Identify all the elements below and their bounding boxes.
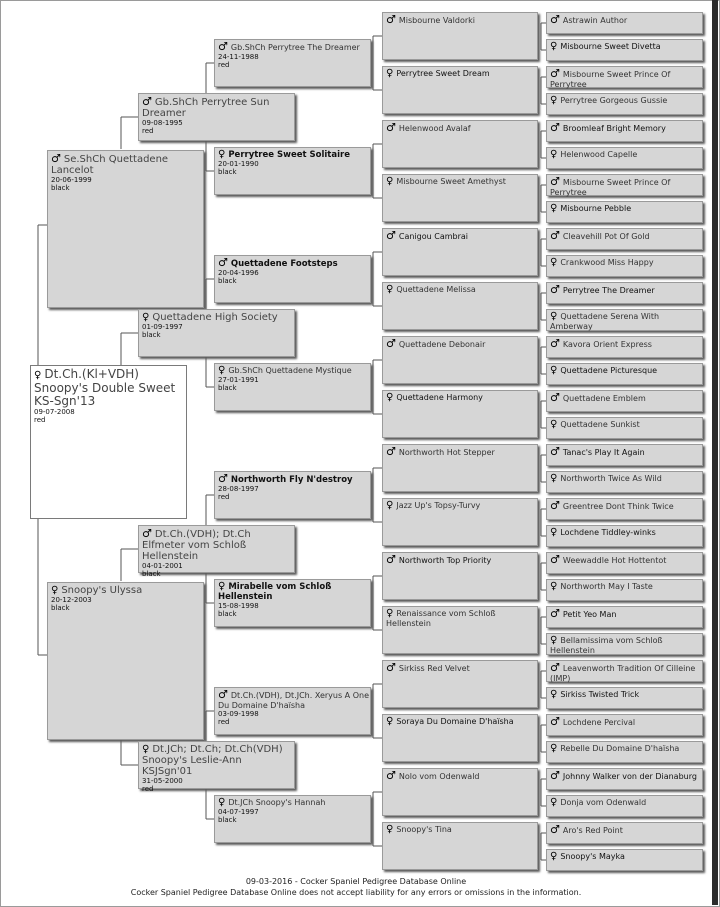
footer-date-line: 09-03-2016 - Cocker Spaniel Pedigree Database Online <box>245 877 467 886</box>
ancestor-card[interactable] <box>546 390 703 412</box>
dog-name[interactable] <box>547 121 702 134</box>
dog-name-text: Jazz Up's Topsy-Turvy <box>396 501 481 510</box>
coat-color: red <box>218 60 230 69</box>
male-sex-icon: ♂ <box>550 823 560 836</box>
female-sex-icon: ♀ <box>550 365 558 376</box>
female-sex-icon: ♀ <box>550 203 558 214</box>
dog-name-text: Quettadene Debonair <box>398 340 486 349</box>
dog-name[interactable] <box>383 391 537 403</box>
dog-name-text: Northworth Twice As Wild <box>560 474 662 483</box>
ancestor-card[interactable] <box>546 12 703 34</box>
dog-name-text: Northworth May I Taste <box>560 582 653 591</box>
dog-name[interactable] <box>215 580 370 602</box>
ancestor-card[interactable] <box>382 336 538 384</box>
ancestor-card[interactable] <box>47 582 204 740</box>
dog-name-text: Quettadene Sunkist <box>560 420 640 429</box>
dog-name[interactable] <box>547 472 702 484</box>
coat-color: red <box>142 785 154 793</box>
female-sex-icon: ♀ <box>218 149 226 160</box>
male-sex-icon: ♂ <box>218 688 228 701</box>
ancestor-card[interactable] <box>546 147 703 169</box>
dog-name-text: Snoopy's Tina <box>396 825 452 834</box>
ancestor-card[interactable] <box>382 66 538 114</box>
date-of-birth: 15-08-1998 <box>218 602 259 610</box>
male-sex-icon: ♂ <box>550 283 560 296</box>
female-sex-icon: ♀ <box>550 95 558 106</box>
dog-name[interactable] <box>383 229 537 242</box>
ancestor-card[interactable] <box>546 714 703 736</box>
dog-name[interactable] <box>547 148 702 160</box>
dog-name-text: Dt.JCh Snoopy's Hannah <box>228 798 326 807</box>
male-sex-icon: ♂ <box>218 256 228 269</box>
dog-name[interactable] <box>383 67 537 79</box>
dog-name-text: Perrytree The Dreamer <box>562 286 655 295</box>
dog-name[interactable] <box>383 121 537 134</box>
dog-name-text: Cleavehill Pot Of Gold <box>562 232 650 241</box>
female-sex-icon: ♀ <box>386 284 394 295</box>
dog-name-text: Rebelle Du Domaine D'haïsha <box>560 744 680 753</box>
female-sex-icon: ♀ <box>550 527 558 538</box>
dog-name[interactable] <box>383 445 537 458</box>
dog-name-text: Kavora Orient Express <box>562 340 652 349</box>
male-sex-icon: ♂ <box>550 67 560 80</box>
ancestor-card[interactable] <box>546 93 703 115</box>
ancestor-card[interactable] <box>382 12 538 60</box>
male-sex-icon: ♂ <box>550 661 560 674</box>
ancestor-card[interactable] <box>546 552 703 574</box>
ancestor-card[interactable] <box>546 66 703 88</box>
dog-name-text: Misbourne Sweet Divetta <box>560 42 661 51</box>
dog-name[interactable] <box>139 526 294 562</box>
dog-name[interactable] <box>547 580 702 592</box>
date-of-birth: 01-09-1997 <box>142 323 183 331</box>
ancestor-card[interactable] <box>546 39 703 61</box>
dog-name[interactable] <box>547 688 702 700</box>
dog-name[interactable] <box>547 40 702 52</box>
male-sex-icon: ♂ <box>550 553 560 566</box>
ancestor-card[interactable] <box>382 606 538 654</box>
dog-name[interactable] <box>547 634 702 655</box>
date-of-birth: 04-01-2001 <box>142 562 183 570</box>
male-sex-icon: ♂ <box>550 769 560 782</box>
date-of-birth: 03-09-1998 <box>218 710 259 718</box>
ancestor-card[interactable] <box>214 147 371 195</box>
ancestor-card[interactable] <box>546 201 703 223</box>
ancestor-card[interactable] <box>382 714 538 762</box>
ancestor-card[interactable] <box>382 498 538 546</box>
ancestor-card[interactable] <box>138 93 295 141</box>
coat-color: red <box>34 416 46 424</box>
dog-name[interactable] <box>383 769 537 782</box>
ancestor-card[interactable] <box>546 525 703 547</box>
dog-name-text: Mirabelle vom Schloß Hellenstein <box>218 582 332 602</box>
date-of-birth: 09-07-2008 <box>34 408 75 416</box>
coat-color: black <box>218 277 237 285</box>
dog-name[interactable] <box>215 364 370 376</box>
dog-name-text: Aro's Red Point <box>562 826 623 835</box>
dog-name[interactable] <box>547 256 702 268</box>
female-sex-icon: ♀ <box>142 744 150 755</box>
dog-name[interactable] <box>215 148 370 160</box>
dog-name-text: Petit Yeo Man <box>562 610 617 619</box>
dog-name[interactable] <box>383 175 537 187</box>
ancestor-card[interactable] <box>382 228 538 276</box>
ancestor-card[interactable] <box>546 633 703 655</box>
male-sex-icon: ♂ <box>386 661 396 674</box>
dog-name[interactable] <box>215 796 370 808</box>
dog-name[interactable] <box>383 13 537 26</box>
dog-name-text: Northworth Fly N'destroy <box>230 475 353 485</box>
dog-name[interactable] <box>48 151 203 176</box>
ancestor-card[interactable] <box>546 579 703 601</box>
ancestor-card[interactable] <box>546 822 703 844</box>
dog-name-text: Gb.ShCh Quettadene Mystique <box>228 366 352 375</box>
male-sex-icon: ♂ <box>386 553 396 566</box>
male-sex-icon: ♂ <box>386 445 396 458</box>
dog-name-text: Northworth Hot Stepper <box>398 448 495 457</box>
dog-name[interactable] <box>547 364 702 376</box>
female-sex-icon: ♀ <box>550 851 558 862</box>
dog-name-text: Tanac's Play It Again <box>562 448 645 457</box>
dog-name[interactable] <box>547 391 702 404</box>
dog-name[interactable] <box>383 553 537 566</box>
dog-name-text: Weewaddle Hot Hottentot <box>562 556 667 565</box>
ancestor-card[interactable] <box>546 498 703 520</box>
dog-name[interactable] <box>547 13 702 26</box>
male-sex-icon: ♂ <box>550 229 560 242</box>
ancestor-card[interactable] <box>47 150 204 308</box>
date-of-birth: 28-08-1997 <box>218 485 259 493</box>
female-sex-icon: ♀ <box>386 716 394 727</box>
dog-name-text: Perrytree Gorgeous Gussie <box>560 96 668 105</box>
dog-name-text: Quettadene Melissa <box>396 285 476 294</box>
ancestor-card[interactable] <box>214 363 371 411</box>
dog-name-text: Lochdene Tiddley-winks <box>560 528 656 537</box>
male-sex-icon: ♂ <box>550 337 560 350</box>
dog-name-text: Dt.Ch.(VDH); Dt.Ch Elfmeter vom Schloß Hellenstein <box>142 529 251 562</box>
dog-name[interactable] <box>215 688 370 710</box>
date-of-birth: 27-01-1991 <box>218 375 259 384</box>
dog-name-text: Quettadene High Society <box>152 312 278 323</box>
female-sex-icon: ♀ <box>386 500 394 511</box>
dog-name[interactable] <box>547 175 702 197</box>
ancestor-card[interactable] <box>546 606 703 628</box>
dog-name[interactable] <box>383 337 537 350</box>
dog-name-text: Leavenworth Tradition Of Cilleine (IMP) <box>550 664 696 683</box>
dog-name[interactable] <box>547 67 702 89</box>
male-sex-icon: ♂ <box>142 527 152 540</box>
ancestor-card[interactable] <box>214 795 371 843</box>
male-sex-icon: ♂ <box>550 607 560 620</box>
dog-name-text: Sirkiss Red Velvet <box>398 664 470 673</box>
coat-color: black <box>142 331 161 339</box>
dog-name[interactable] <box>139 94 294 119</box>
ancestor-card[interactable] <box>382 174 538 222</box>
dog-name-text: Misbourne Sweet Amethyst <box>396 177 506 186</box>
dog-name-text: Misbourne Sweet Prince Of Perrytree <box>550 178 671 197</box>
female-sex-icon: ♀ <box>550 689 558 700</box>
dog-name-text: Se.ShCh Quettadene Lancelot <box>51 154 169 176</box>
coat-color: black <box>218 610 237 618</box>
dog-name-text: Dt.Ch.(VDH), Dt.JCh. Xeryus A One Du Domaine D'haïsha <box>218 691 369 710</box>
female-sex-icon: ♀ <box>218 581 226 592</box>
subject-dog-card[interactable] <box>30 365 187 519</box>
dog-name[interactable] <box>547 823 702 836</box>
ancestor-card[interactable] <box>382 552 538 600</box>
ancestor-card[interactable] <box>546 741 703 763</box>
date-of-birth: 09-08-1995 <box>142 119 183 127</box>
date-of-birth: 04-07-1997 <box>218 807 259 816</box>
female-sex-icon: ♀ <box>386 608 394 619</box>
ancestor-card[interactable] <box>546 336 703 358</box>
ancestor-card[interactable] <box>214 255 371 303</box>
ancestor-card[interactable] <box>214 579 371 627</box>
ancestor-card[interactable] <box>214 39 371 87</box>
dog-name[interactable] <box>31 366 186 408</box>
dog-name-text: Canigou Cambrai <box>398 232 469 241</box>
dog-name-text: Broomleaf Bright Memory <box>562 124 666 133</box>
ancestor-card[interactable] <box>382 120 538 168</box>
female-sex-icon: ♀ <box>550 41 558 52</box>
coat-color: black <box>51 184 70 192</box>
ancestor-card[interactable] <box>138 309 295 357</box>
female-sex-icon: ♀ <box>218 365 226 376</box>
female-sex-icon: ♀ <box>550 635 558 646</box>
male-sex-icon: ♂ <box>550 445 560 458</box>
dog-name-text: Perrytree Sweet Dream <box>396 69 490 78</box>
dog-name-text: Misbourne Sweet Prince Of Perrytree <box>550 70 671 89</box>
dog-name[interactable] <box>547 310 702 331</box>
female-sex-icon: ♀ <box>550 419 558 430</box>
male-sex-icon: ♂ <box>550 175 560 188</box>
dog-name-text: Helenwood Capelle <box>560 150 638 159</box>
coat-color: red <box>142 127 154 135</box>
dog-name[interactable] <box>547 553 702 566</box>
ancestor-card[interactable] <box>138 741 295 793</box>
male-sex-icon: ♂ <box>142 95 152 108</box>
male-sex-icon: ♂ <box>386 769 396 782</box>
dog-name[interactable] <box>547 796 702 808</box>
ancestor-card[interactable] <box>138 525 295 578</box>
ancestor-card[interactable] <box>546 174 703 196</box>
dog-name[interactable] <box>547 661 702 683</box>
ancestor-card[interactable] <box>382 444 538 492</box>
dog-name-text: Lochdene Percival <box>562 718 636 727</box>
female-sex-icon: ♀ <box>386 392 394 403</box>
dog-name-text: Quettadene Harmony <box>396 393 483 402</box>
ancestor-card[interactable] <box>546 849 703 871</box>
footer-disclaimer: Cocker Spaniel Pedigree Database Online does not accept liability for any errors or omissions in the information. <box>130 888 582 897</box>
coat-color: black <box>218 815 237 824</box>
dog-name[interactable] <box>547 769 702 782</box>
male-sex-icon: ♂ <box>386 121 396 134</box>
dog-name[interactable] <box>547 850 702 862</box>
dog-name[interactable] <box>547 742 702 754</box>
dog-name[interactable] <box>383 661 537 674</box>
date-of-birth: 24-11-1988 <box>218 52 259 61</box>
dog-name-text: Sirkiss Twisted Trick <box>560 690 640 699</box>
coat-color: black <box>218 168 237 176</box>
dog-name-text: Helenwood Avalaf <box>398 124 471 133</box>
dog-name[interactable] <box>215 256 370 269</box>
coat-color: red <box>218 718 230 726</box>
dog-name-text: Perrytree Sweet Solitaire <box>228 150 350 160</box>
male-sex-icon: ♂ <box>51 152 61 165</box>
dog-name-text: Snoopy's Mayka <box>560 852 625 861</box>
coat-color: black <box>51 604 70 612</box>
female-sex-icon: ♀ <box>550 581 558 592</box>
female-sex-icon: ♀ <box>550 473 558 484</box>
dog-name[interactable] <box>139 310 294 323</box>
dog-name-text: Quettadene Footsteps <box>230 259 338 269</box>
male-sex-icon: ♂ <box>550 499 560 512</box>
male-sex-icon: ♂ <box>550 715 560 728</box>
male-sex-icon: ♂ <box>218 472 228 485</box>
dog-name[interactable] <box>547 445 702 458</box>
dog-name[interactable] <box>547 715 702 728</box>
male-sex-icon: ♂ <box>386 13 396 26</box>
dog-name[interactable] <box>547 337 702 350</box>
dog-name[interactable] <box>48 583 203 596</box>
dog-name[interactable] <box>547 283 702 296</box>
female-sex-icon: ♀ <box>550 311 558 322</box>
dog-name[interactable] <box>383 715 537 727</box>
ancestor-card[interactable] <box>214 687 371 735</box>
dog-name[interactable] <box>215 40 370 53</box>
dog-name-text: Northworth Top Priority <box>398 556 492 565</box>
coat-color: black <box>142 570 161 578</box>
female-sex-icon: ♀ <box>550 149 558 160</box>
date-of-birth: 20-04-1996 <box>218 269 259 277</box>
dog-name-text: Quettadene Serena With Amberway <box>550 312 660 331</box>
dog-name[interactable] <box>547 526 702 538</box>
dog-name-text: Dt.JCh; Dt.Ch; Dt.Ch(VDH) Snoopy's Leslie-Ann KSJSgn'01 <box>142 744 283 777</box>
dog-name-text: Snoopy's Ulyssa <box>61 585 143 596</box>
male-sex-icon: ♂ <box>550 391 560 404</box>
ancestor-card[interactable] <box>546 282 703 304</box>
dog-name-text: Astrawin Author <box>562 16 628 25</box>
female-sex-icon: ♀ <box>386 68 394 79</box>
ancestor-card[interactable] <box>546 471 703 493</box>
male-sex-icon: ♂ <box>386 337 396 350</box>
dog-name-text: Greentree Dont Think Twice <box>562 502 674 511</box>
ancestor-card[interactable] <box>546 309 703 331</box>
female-sex-icon: ♀ <box>386 824 394 835</box>
female-sex-icon: ♀ <box>550 743 558 754</box>
dog-name-text: Crankwood Miss Happy <box>560 258 654 267</box>
ancestor-card[interactable] <box>546 255 703 277</box>
male-sex-icon: ♂ <box>218 40 228 53</box>
ancestor-card[interactable] <box>546 120 703 142</box>
dog-name[interactable] <box>383 607 537 628</box>
dog-name-text: Gb.ShCh Perrytree Sun Dreamer <box>142 97 270 119</box>
ancestor-card[interactable] <box>546 363 703 385</box>
ancestor-card[interactable] <box>382 390 538 438</box>
ancestor-card[interactable] <box>382 660 538 708</box>
female-sex-icon: ♀ <box>550 797 558 808</box>
dog-name-text: Johnny Walker von der Dianaburg <box>562 772 697 781</box>
dog-name-text: Dt.Ch.(Kl+VDH) Snoopy's Double Sweet KS-Sgn'13 <box>34 367 176 408</box>
ancestor-card[interactable] <box>546 795 703 817</box>
dog-name[interactable] <box>547 202 702 214</box>
ancestor-card[interactable] <box>546 660 703 682</box>
ancestor-card[interactable] <box>382 282 538 330</box>
female-sex-icon: ♀ <box>550 257 558 268</box>
dog-name-text: Misbourne Valdorki <box>398 16 475 25</box>
dog-name-text: Soraya Du Domaine D'haïsha <box>396 717 514 726</box>
dog-name[interactable] <box>547 499 702 512</box>
dog-name-text: Gb.ShCh Perrytree The Dreamer <box>230 43 360 52</box>
dog-name-text: Quettadene Picturesque <box>560 366 658 375</box>
dog-name-text: Bellamissima vom Schloß Hellenstein <box>550 636 663 655</box>
dog-name[interactable] <box>547 418 702 430</box>
dog-name-text: Quettadene Emblem <box>562 394 646 403</box>
male-sex-icon: ♂ <box>550 13 560 26</box>
ancestor-card[interactable] <box>546 228 703 250</box>
female-sex-icon: ♀ <box>218 797 226 808</box>
date-of-birth: 20-06-1999 <box>51 176 92 184</box>
dog-name[interactable] <box>383 283 537 295</box>
male-sex-icon: ♂ <box>550 121 560 134</box>
dog-name[interactable] <box>383 499 537 511</box>
dog-name[interactable] <box>547 229 702 242</box>
ancestor-card[interactable] <box>382 822 538 870</box>
female-sex-icon: ♀ <box>34 370 42 381</box>
dog-name-text: Renaissance vom Schloß Hellenstein <box>386 609 496 628</box>
coat-color: red <box>218 493 230 501</box>
female-sex-icon: ♀ <box>142 312 150 323</box>
date-of-birth: 20-12-2003 <box>51 596 92 604</box>
ancestor-card[interactable] <box>382 768 538 816</box>
dog-name-text: Nolo vom Odenwald <box>398 772 480 781</box>
dog-name-text: Misbourne Pebble <box>560 204 632 213</box>
date-of-birth: 20-01-1990 <box>218 160 259 168</box>
ancestor-card[interactable] <box>214 471 371 519</box>
ancestor-card[interactable] <box>546 768 703 790</box>
dog-name[interactable] <box>547 607 702 620</box>
dog-name[interactable] <box>383 823 537 835</box>
male-sex-icon: ♂ <box>386 229 396 242</box>
date-of-birth: 31-05-2000 <box>142 777 183 785</box>
ancestor-card[interactable] <box>546 417 703 439</box>
dog-name[interactable] <box>139 742 294 777</box>
female-sex-icon: ♀ <box>51 585 59 596</box>
dog-name-text: Donja vom Odenwald <box>560 798 647 807</box>
coat-color: black <box>218 383 237 392</box>
female-sex-icon: ♀ <box>386 176 394 187</box>
ancestor-card[interactable] <box>546 687 703 709</box>
dog-name[interactable] <box>215 472 370 485</box>
dog-name[interactable] <box>547 94 702 106</box>
ancestor-card[interactable] <box>546 444 703 466</box>
